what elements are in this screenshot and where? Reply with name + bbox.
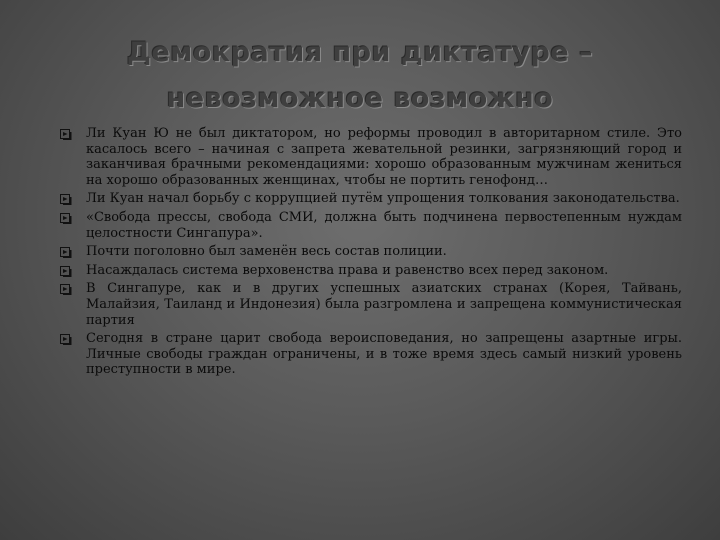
box-arrow-bullet-icon bbox=[60, 213, 72, 224]
bullet-text: Ли Куан Ю не был диктатором, но реформы проводил в авторитарном стиле. Это касалось всего – начиная с запрета жевательной резинки, загрязняющий город и заканчивая брачными рекомендациями: хорошо образованным мужчинам жениться на хорошо образованных женщинах, чтобы не портить генофонд… bbox=[86, 126, 682, 188]
bullet-item bbox=[58, 331, 682, 378]
bullet-item bbox=[58, 210, 682, 241]
box-arrow-bullet-icon bbox=[60, 334, 72, 345]
bullet-text: Сегодня в стране царит свобода вероисповедания, но запрещены азартные игры. Личные свободы граждан ограничены, и в тоже время здесь самый низкий уровень преступности в мире. bbox=[86, 331, 682, 378]
bullet-text: Насаждалась система верховенства права и равенство всех перед законом. bbox=[86, 262, 609, 278]
bullet-item bbox=[58, 191, 682, 207]
box-arrow-bullet-icon bbox=[60, 266, 72, 277]
bullet-text: В Сингапуре, как и в других успешных азиатских странах (Корея, Тайвань, Малайзия, Таиланд и Индонезия) была разгромлена и запрещена коммунистическая партия bbox=[86, 281, 682, 328]
bullet-text: «Свобода прессы, свобода СМИ, должна быть подчинена первостепенным нуждам целостности Сингапура». bbox=[86, 209, 682, 241]
bullet-list bbox=[58, 126, 682, 378]
slide-title: Демократия при диктатуре – невозможное возможно bbox=[126, 37, 594, 114]
box-arrow-bullet-icon bbox=[60, 194, 72, 205]
bullet-item bbox=[58, 263, 682, 279]
bullet-item bbox=[58, 244, 682, 260]
bullet-item bbox=[58, 126, 682, 188]
bullet-text: Ли Куан начал борьбу с коррупцией путём упрощения толкования законодательства. bbox=[86, 191, 680, 207]
bullet-text: Почти поголовно был заменён весь состав полиции. bbox=[86, 244, 447, 260]
box-arrow-bullet-icon bbox=[60, 129, 72, 140]
bullet-item bbox=[58, 281, 682, 328]
box-arrow-bullet-icon bbox=[60, 247, 72, 258]
box-arrow-bullet-icon bbox=[60, 284, 72, 295]
